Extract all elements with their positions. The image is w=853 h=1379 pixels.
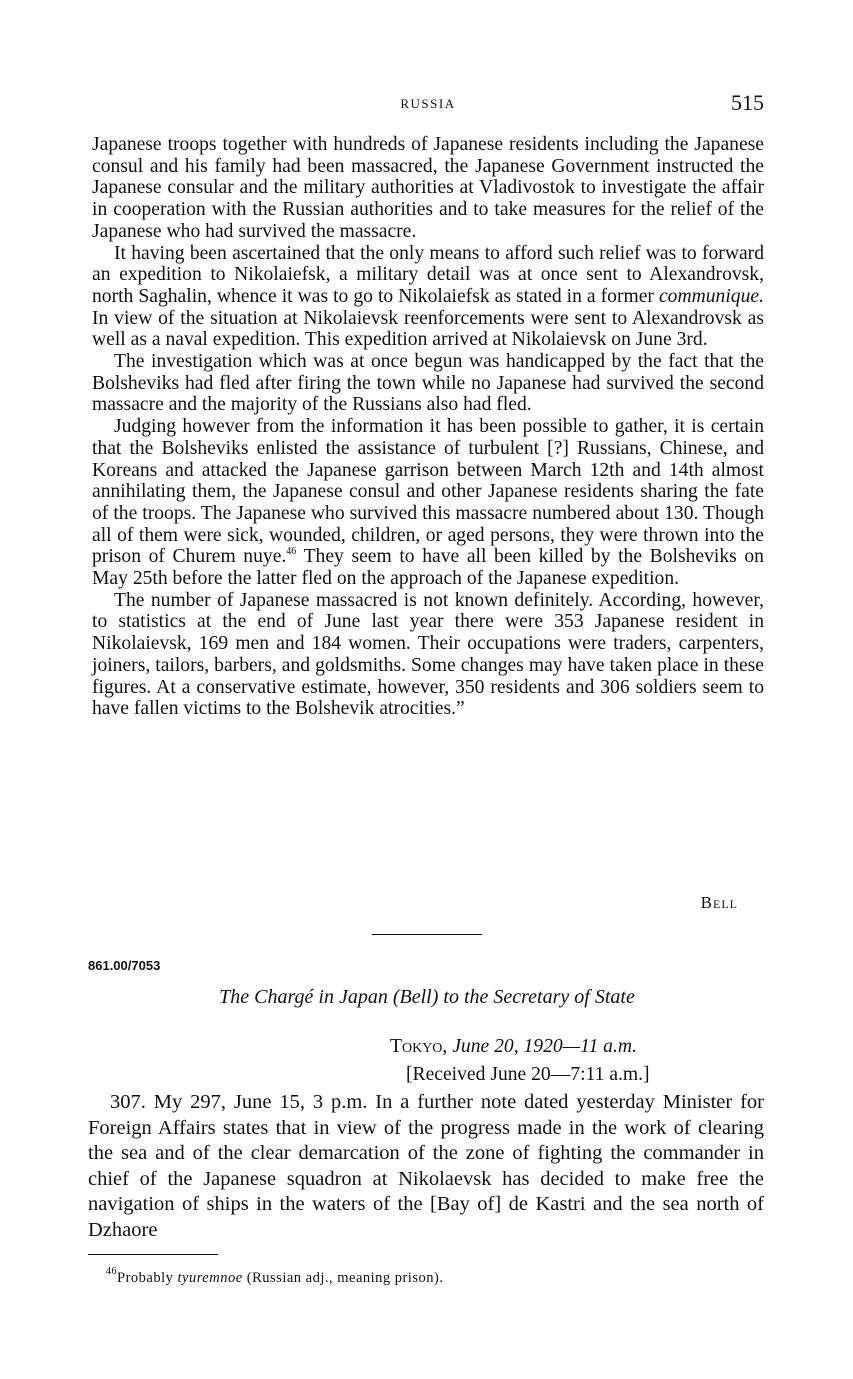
document-title: The Chargé in Japan (Bell) to the Secretary of State [219, 986, 635, 1008]
paragraph-2-text-a: It having been ascertained that the only means to afford such relief was to forward an expedition to Nikolaiefsk, a military detail was at once sent to Alexandrovsk, north Saghalin, whence it was to go to Nikolaiefsk as stated in a former [92, 242, 764, 307]
running-head [92, 90, 764, 120]
running-title: RUSSIA [400, 96, 456, 111]
paragraph-1: Japanese troops together with hundreds of Japanese residents including the Japanese consul and his family had been massacred, the Japanese Government instructed the Japanese consular and the military authorities at Vladivostok to investigate the affair in cooperation with the Russian authorities and to take measures for the relief of the Japanese who had survived the massacre. [92, 134, 764, 242]
footnote [106, 1266, 444, 1287]
footnote-reference[interactable]: 46 [286, 546, 297, 558]
footnote-number: 46 [106, 1266, 117, 1277]
paragraph-2-text-b: In view of the situation at Nikolaievsk reenforcements were sent to Alexandrovsk as well as a naval expedition. This expedition arrived at Nikolaievsk on June 3rd. [92, 307, 764, 351]
paragraph-2 [92, 243, 764, 352]
paragraph-5: The number of Japanese massacred is not known definitely. According, however, to statistics at the end of June last year there were 353 Japanese resident in Nikolaievsk, 169 men and 184 women. Their occupations were traders, carpenters, joiners, tailors, barbers, and goldsmiths. Some changes may have taken place in these figures. At a conservative estimate, however, 350 residents and 306 soldiers seem to have fallen victims to the Bolshevik atrocities.” [92, 589, 764, 720]
paragraph-4-text-a: Judging however from the information it has been possible to gather, it is certain that the Bolsheviks enlisted the assistance of turbulent [?] Russians, Chinese, and Koreans and attacked the Japanese garrison between March 12th and 14th almost annihilating them, the Japanese consul and other Japanese residents sharing the fate of the troops. The Japanese who survived this massacre numbered about 130. Though all of them were sick, wounded, children, or aged persons, they were thrown into the prison of Churem nuye. [92, 416, 764, 568]
letter-continuation [92, 134, 764, 720]
paragraph-2-italic: communique. [658, 285, 764, 307]
page-number: 515 [731, 90, 764, 115]
paragraph-3: The investigation which was at once begun was handicapped by the fact that the Bolsheviks had fled after firing the town while no Japanese had survived the second massacre and the majority of the Russians also had fled. [92, 351, 764, 416]
file-number: 861.00/7053 [88, 958, 161, 973]
dateline-date: June 20, 1920—11 a.m. [452, 1036, 637, 1057]
section-divider [372, 934, 482, 935]
received-line: [Received June 20—7:11 a.m.] [406, 1064, 650, 1085]
footnote-italic: tyuremnoe [177, 1270, 243, 1286]
footnote-text-a: Probably [117, 1270, 178, 1286]
footnote-text-b: (Russian adj., meaning prison). [242, 1270, 444, 1286]
dateline [390, 1036, 637, 1058]
telegram-paragraph: 307. My 297, June 15, 3 p.m. In a further note dated yesterday Minister for Foreign Affairs states that in view of the progress made in the work of clearing the sea and of the clear demarcation of the zone of fighting the commander in chief of the Japanese squadron at Nikolaevsk has decided to make free the navigation of ships in the waters of the [Bay of] de Kastri and the sea north of Dzhaore [88, 1091, 764, 1241]
paragraph-4-text-b: They seem to have all been killed by the Bolsheviks on May 25th before the latter fled on the approach of the Japanese expedition. [92, 546, 764, 590]
paragraph-4 [92, 416, 764, 590]
signature: Bell [700, 893, 738, 912]
footnote-rule [88, 1254, 218, 1255]
telegram-body [88, 1090, 764, 1243]
dateline-place: Tokyo, [390, 1036, 448, 1057]
